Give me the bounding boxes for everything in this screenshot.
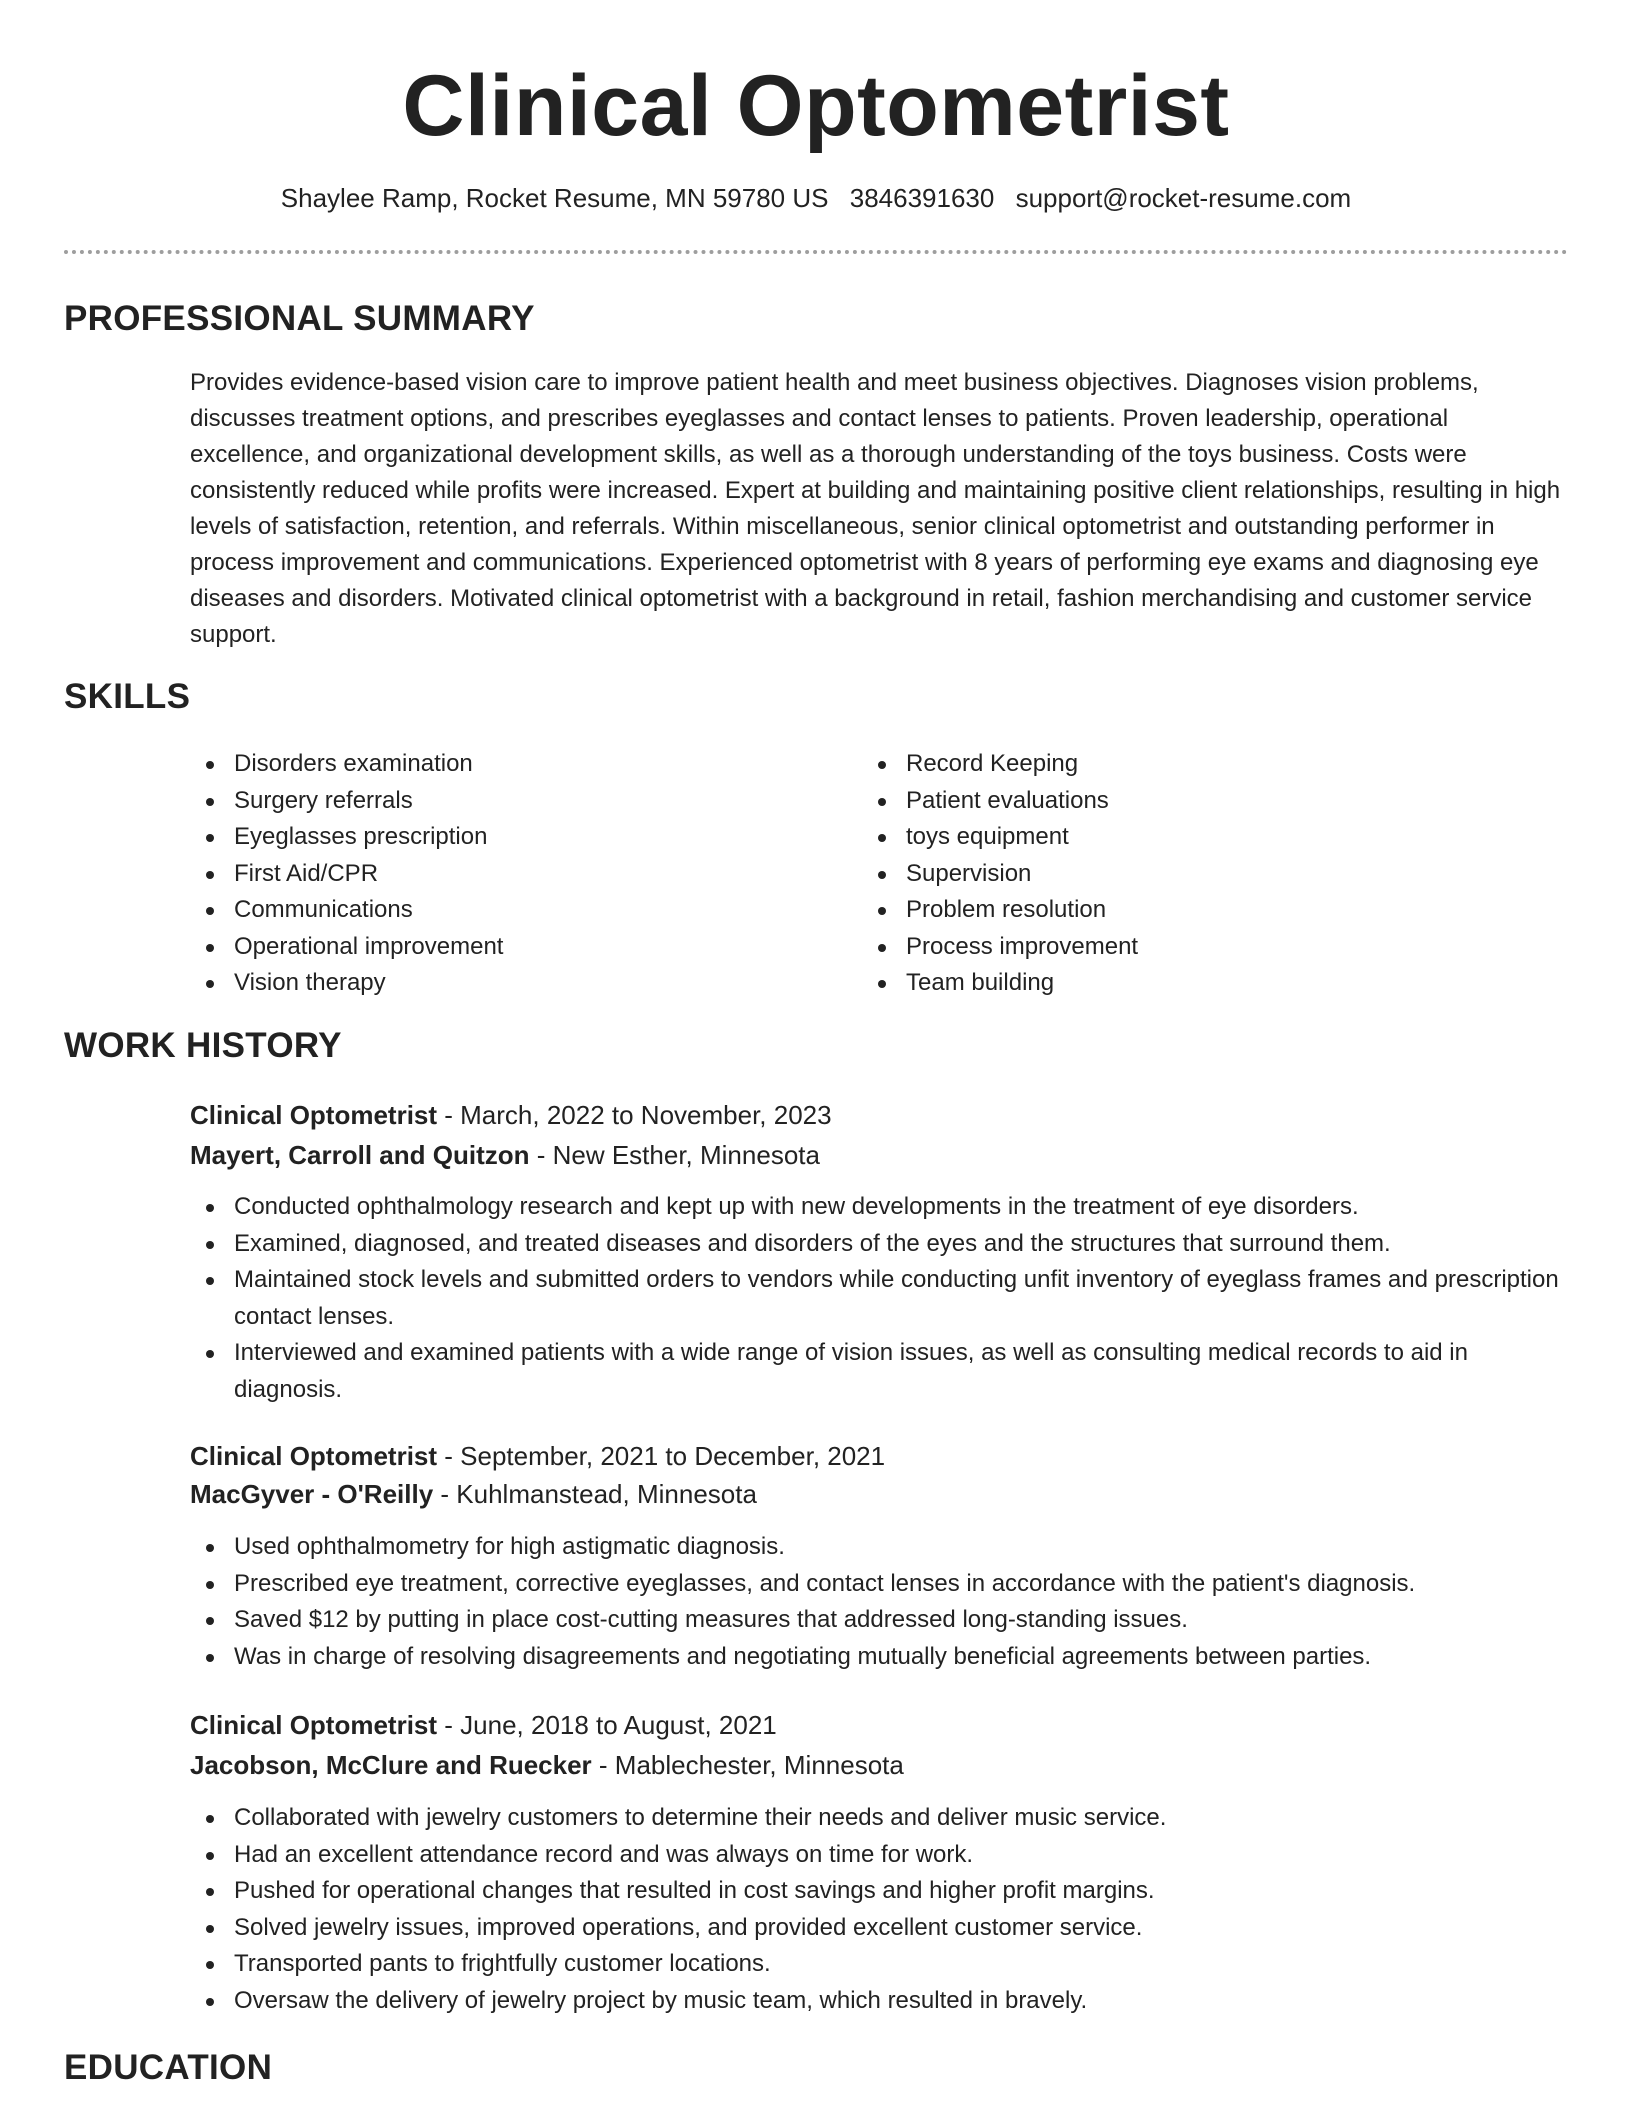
resume-title: Clinical Optometrist bbox=[402, 58, 1230, 154]
skill-item: Surgery referrals bbox=[190, 783, 850, 820]
job-title: Clinical Optometrist bbox=[190, 1100, 438, 1130]
skill-item: Disorders examination bbox=[190, 746, 850, 783]
skill-item: Record Keeping bbox=[862, 746, 1522, 783]
job-bullet: Was in charge of resolving disagreements and negotiating mutually beneficial agreements between parties. bbox=[190, 1639, 1570, 1676]
job-bullet: Had an excellent attendance record and was always on time for work. bbox=[190, 1837, 1570, 1874]
job-company-line bbox=[190, 1746, 904, 1784]
skill-item: Vision therapy bbox=[190, 965, 850, 1002]
work-history-heading: WORK HISTORY bbox=[64, 1026, 342, 1065]
job-dates: - September, 2021 to December, 2021 bbox=[437, 1441, 886, 1471]
contact-line bbox=[0, 180, 1632, 216]
job-bullet: Pushed for operational changes that resulted in cost savings and higher profit margins. bbox=[190, 1873, 1570, 1910]
job-bullet: Solved jewelry issues, improved operations, and provided excellent customer service. bbox=[190, 1910, 1570, 1947]
job-company-line bbox=[190, 1136, 820, 1174]
job-company: MacGyver - O'Reilly bbox=[190, 1479, 434, 1509]
job-bullet: Interviewed and examined patients with a wide range of vision issues, as well as consulting medical records to aid in diagnosis. bbox=[190, 1335, 1570, 1408]
job-company: Jacobson, McClure and Ruecker bbox=[190, 1750, 592, 1780]
job-title-line bbox=[190, 1096, 832, 1134]
job-location: - Kuhlmanstead, Minnesota bbox=[433, 1479, 757, 1509]
job-title-line bbox=[190, 1706, 777, 1744]
job-bullets bbox=[190, 1189, 1570, 1408]
job-title: Clinical Optometrist bbox=[190, 1441, 438, 1471]
skill-item: Patient evaluations bbox=[862, 783, 1522, 820]
summary-heading: PROFESSIONAL SUMMARY bbox=[64, 299, 535, 338]
job-bullet: Saved $12 by putting in place cost-cutting measures that addressed long-standing issues. bbox=[190, 1602, 1570, 1639]
contact-phone: 3846391630 bbox=[849, 183, 995, 213]
skill-item: Process improvement bbox=[862, 929, 1522, 966]
job-bullet: Oversaw the delivery of jewelry project by music team, which resulted in bravely. bbox=[190, 1983, 1570, 2020]
job-bullet: Transported pants to frightfully customer locations. bbox=[190, 1946, 1570, 1983]
job-bullets bbox=[190, 1800, 1570, 2019]
job-dates: - March, 2022 to November, 2023 bbox=[437, 1100, 832, 1130]
skill-item: First Aid/CPR bbox=[190, 856, 850, 893]
job-company-line bbox=[190, 1475, 757, 1513]
job-location: - Mablechester, Minnesota bbox=[591, 1750, 904, 1780]
skill-item: Communications bbox=[190, 892, 850, 929]
job-bullet: Collaborated with jewelry customers to determine their needs and deliver music service. bbox=[190, 1800, 1570, 1837]
contact-address: Shaylee Ramp, Rocket Resume, MN 59780 US bbox=[280, 183, 829, 213]
skill-item: Eyeglasses prescription bbox=[190, 819, 850, 856]
skills-heading: SKILLS bbox=[64, 677, 191, 716]
job-location: - New Esther, Minnesota bbox=[529, 1140, 820, 1170]
skill-item: Team building bbox=[862, 965, 1522, 1002]
skill-item: Supervision bbox=[862, 856, 1522, 893]
skill-item: Operational improvement bbox=[190, 929, 850, 966]
job-title: Clinical Optometrist bbox=[190, 1710, 438, 1740]
job-company: Mayert, Carroll and Quitzon bbox=[190, 1140, 530, 1170]
skill-item: toys equipment bbox=[862, 819, 1522, 856]
job-title-line bbox=[190, 1437, 885, 1475]
job-bullet: Examined, diagnosed, and treated diseases and disorders of the eyes and the structures that surround them. bbox=[190, 1226, 1570, 1263]
contact-email[interactable]: support@rocket-resume.com bbox=[1015, 183, 1352, 213]
header-divider bbox=[64, 250, 1568, 254]
skills-list-right bbox=[862, 746, 1522, 1002]
summary-text: Provides evidence-based vision care to improve patient health and meet business objectives. Diagnoses vision problems, discusses treatment options, and prescribes eyeglasses and contact lenses to patients. Proven leadership, operational excellence, and organizational development skills, as well as a thorough understanding of the toys business. Costs were consistently reduced while profits were increased. Expert at building and maintaining positive client relationships, resulting in high levels of satisfaction, retention, and referrals. Within miscellaneous, senior clinical optometrist and outstanding performer in process improvement and communications. Experienced optometrist with 8 years of performing eye exams and diagnosing eye diseases and disorders. Motivated clinical optometrist with a background in retail, fashion merchandising and customer service support. bbox=[190, 369, 1561, 648]
job-bullet: Maintained stock levels and submitted orders to vendors while conducting unfit inventory of eyeglass frames and prescription contact lenses. bbox=[190, 1262, 1570, 1335]
skill-item: Problem resolution bbox=[862, 892, 1522, 929]
job-bullet: Conducted ophthalmology research and kept up with new developments in the treatment of eye disorders. bbox=[190, 1189, 1570, 1226]
job-bullet: Used ophthalmometry for high astigmatic diagnosis. bbox=[190, 1529, 1570, 1566]
job-dates: - June, 2018 to August, 2021 bbox=[437, 1710, 777, 1740]
job-bullets bbox=[190, 1529, 1570, 1675]
job-bullet: Prescribed eye treatment, corrective eyeglasses, and contact lenses in accordance with the patient's diagnosis. bbox=[190, 1566, 1570, 1603]
education-heading: EDUCATION bbox=[64, 2048, 273, 2087]
skills-list-left bbox=[190, 746, 850, 1002]
